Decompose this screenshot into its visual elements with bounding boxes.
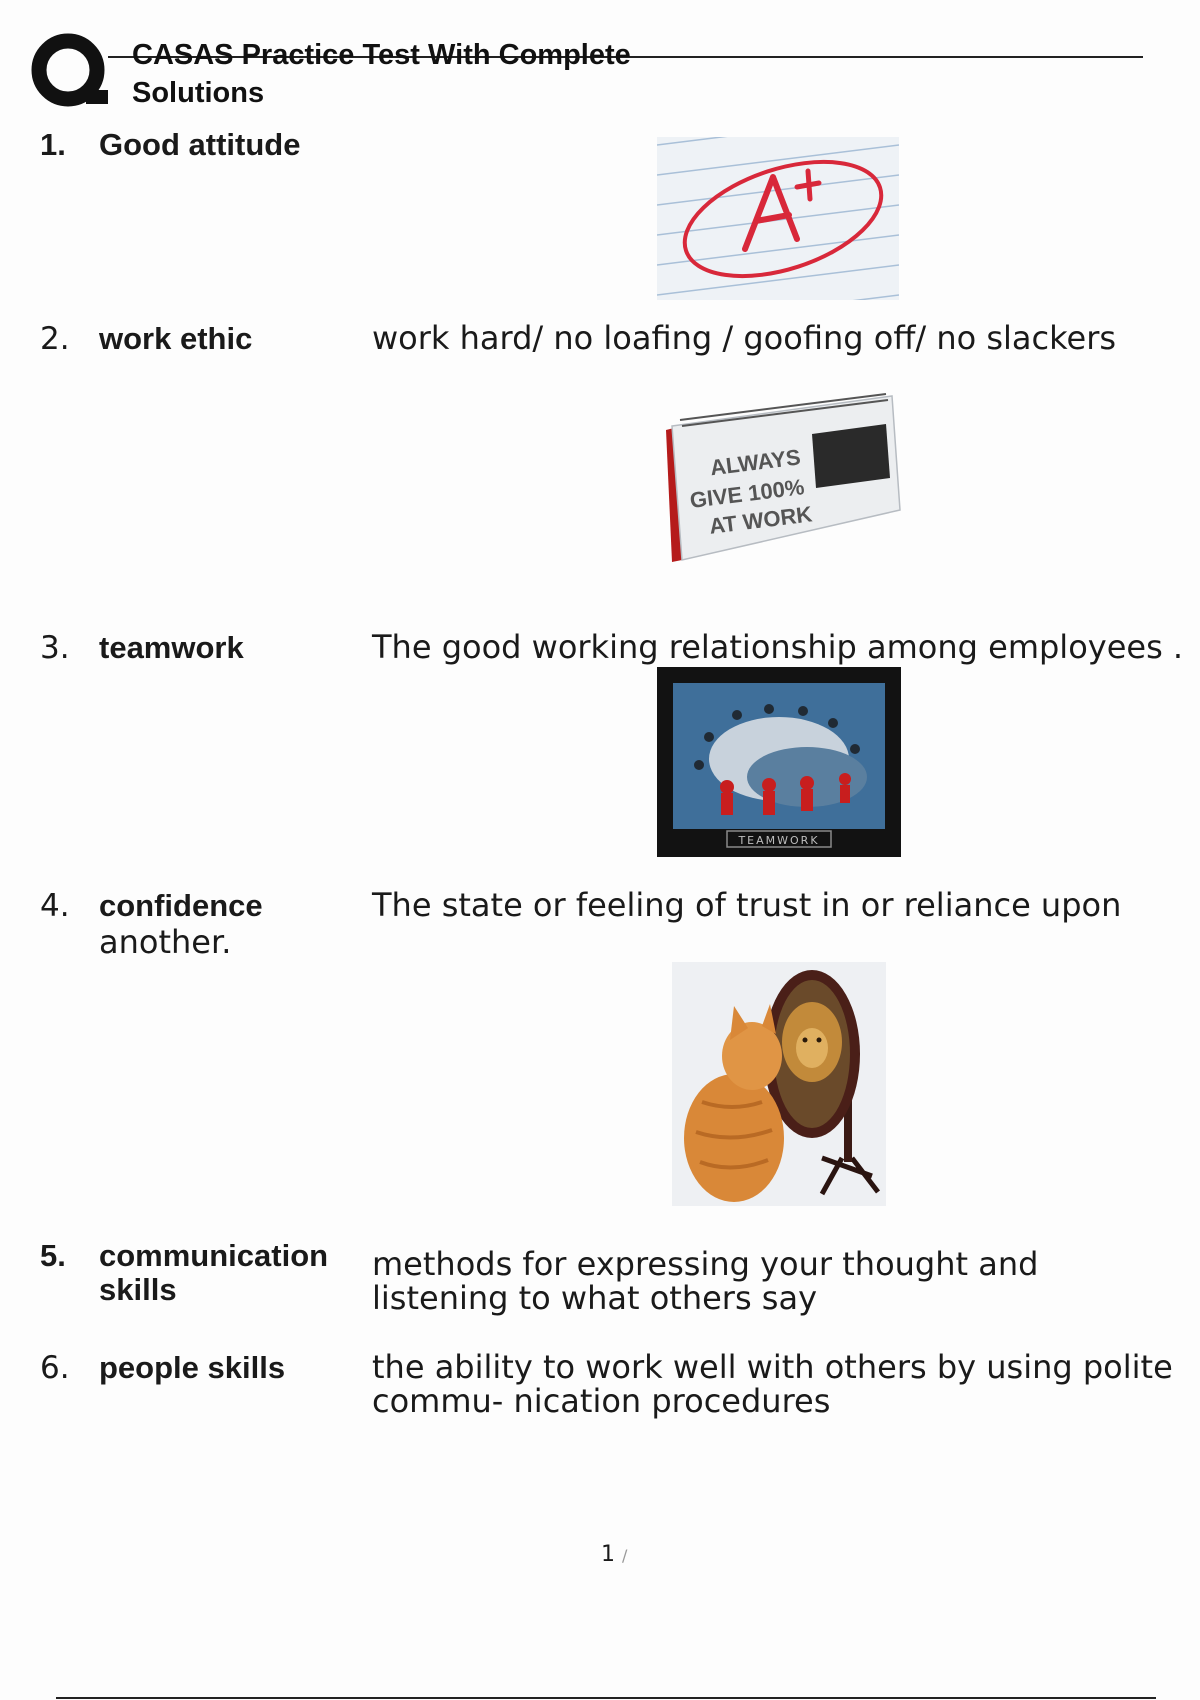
page-number	[601, 1542, 627, 1567]
item-definition: The good working relationship among employees .	[372, 628, 1184, 666]
item-number: 5.	[40, 1238, 66, 1273]
always-give-100-calendar-image	[660, 390, 902, 570]
title-line-2: Solutions	[132, 77, 265, 109]
item-definition-line-2: commu- nication procedures	[372, 1382, 831, 1420]
item-definition-continued: another.	[99, 923, 232, 961]
item-number: 4.	[40, 888, 70, 924]
title-line-1: CASAS Practice Test With Complete	[132, 39, 631, 71]
item-term: teamwork	[99, 630, 244, 665]
calendar-text-3: AT WORK	[707, 501, 814, 539]
item-term-line-2: skills	[99, 1272, 177, 1307]
item-number: 3.	[40, 630, 70, 666]
a-plus-grade-image	[657, 137, 899, 300]
item-definition: work hard/ no loafing / goofing off/ no slackers	[372, 319, 1117, 357]
bottom-rule	[56, 1697, 1156, 1699]
item-definition-line-1: methods for expressing your thought and	[372, 1245, 1039, 1283]
item-term: work ethic	[99, 321, 253, 356]
page-separator: /	[622, 1546, 628, 1565]
calendar-text-2: GIVE 100%	[688, 474, 806, 513]
item-number: 1.	[40, 127, 66, 162]
kitten-lion-mirror-image	[672, 962, 886, 1206]
item-definition	[372, 1350, 1173, 1418]
calendar-text-1: ALWAYS	[708, 444, 802, 481]
q-logo-icon	[30, 32, 110, 110]
item-term: Good attitude	[99, 127, 301, 162]
item-term: confidence	[99, 888, 263, 923]
item-definition	[372, 1247, 1038, 1315]
page-title	[132, 36, 631, 112]
item-number: 6.	[40, 1350, 70, 1386]
item-term	[99, 1239, 328, 1307]
item-definition-line-1: the ability to work well with others by using polite	[372, 1348, 1173, 1386]
item-term-line-1: communication	[99, 1238, 329, 1273]
poster-caption: TEAMWORK	[738, 834, 820, 847]
page-number-value: 1	[601, 1542, 615, 1567]
item-definition-line-2: listening to what others say	[372, 1279, 818, 1317]
item-term: people skills	[99, 1350, 286, 1385]
item-definition: The state or feeling of trust in or reliance upon	[372, 886, 1122, 924]
teamwork-skydivers-poster-image	[657, 667, 901, 857]
item-number: 2.	[40, 321, 70, 357]
